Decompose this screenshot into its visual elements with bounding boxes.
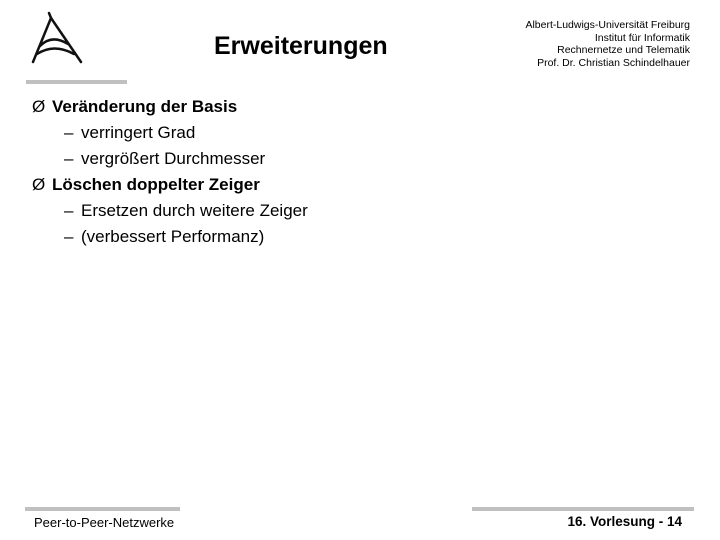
- affiliation-department: Rechnernetze und Telematik: [557, 44, 690, 56]
- arrow-bullet-icon: Ø: [32, 97, 46, 116]
- list-item: [32, 94, 308, 120]
- affiliation-institute: Institut für Informatik: [594, 31, 690, 44]
- list-item: [32, 224, 308, 250]
- affiliation-university: Albert-Ludwigs-Universität Freiburg: [525, 19, 690, 31]
- arrow-bullet-icon: Ø: [32, 175, 46, 194]
- footer-course-name: Peer-to-Peer-Netzwerke: [34, 515, 175, 530]
- dash-bullet-icon: –: [64, 227, 74, 246]
- university-logo-icon: [28, 10, 86, 68]
- list-item-text: vergrößert Durchmesser: [81, 149, 266, 168]
- list-item-text: (verbessert Performanz): [81, 227, 265, 246]
- list-item: [32, 146, 308, 172]
- dash-bullet-icon: –: [64, 123, 74, 142]
- page-title: Erweiterungen: [214, 32, 388, 60]
- list-item-text: Löschen doppelter Zeiger: [52, 175, 260, 194]
- dash-bullet-icon: –: [64, 201, 74, 220]
- list-item-text: Veränderung der Basis: [52, 97, 238, 116]
- header-divider: [26, 80, 127, 84]
- list-item: [32, 120, 308, 146]
- bullet-list: [32, 94, 308, 250]
- list-item: [32, 198, 308, 224]
- footer-divider-right: [472, 507, 694, 511]
- list-item: [32, 172, 308, 198]
- footer-slide-number: 16. Vorlesung - 14: [567, 514, 682, 529]
- list-item-text: verringert Grad: [81, 123, 196, 142]
- dash-bullet-icon: –: [64, 149, 74, 168]
- footer-divider-left: [25, 507, 180, 511]
- affiliation-professor: Prof. Dr. Christian Schindelhauer: [537, 56, 690, 69]
- affiliation-block: [450, 19, 690, 69]
- list-item-text: Ersetzen durch weitere Zeiger: [81, 201, 308, 220]
